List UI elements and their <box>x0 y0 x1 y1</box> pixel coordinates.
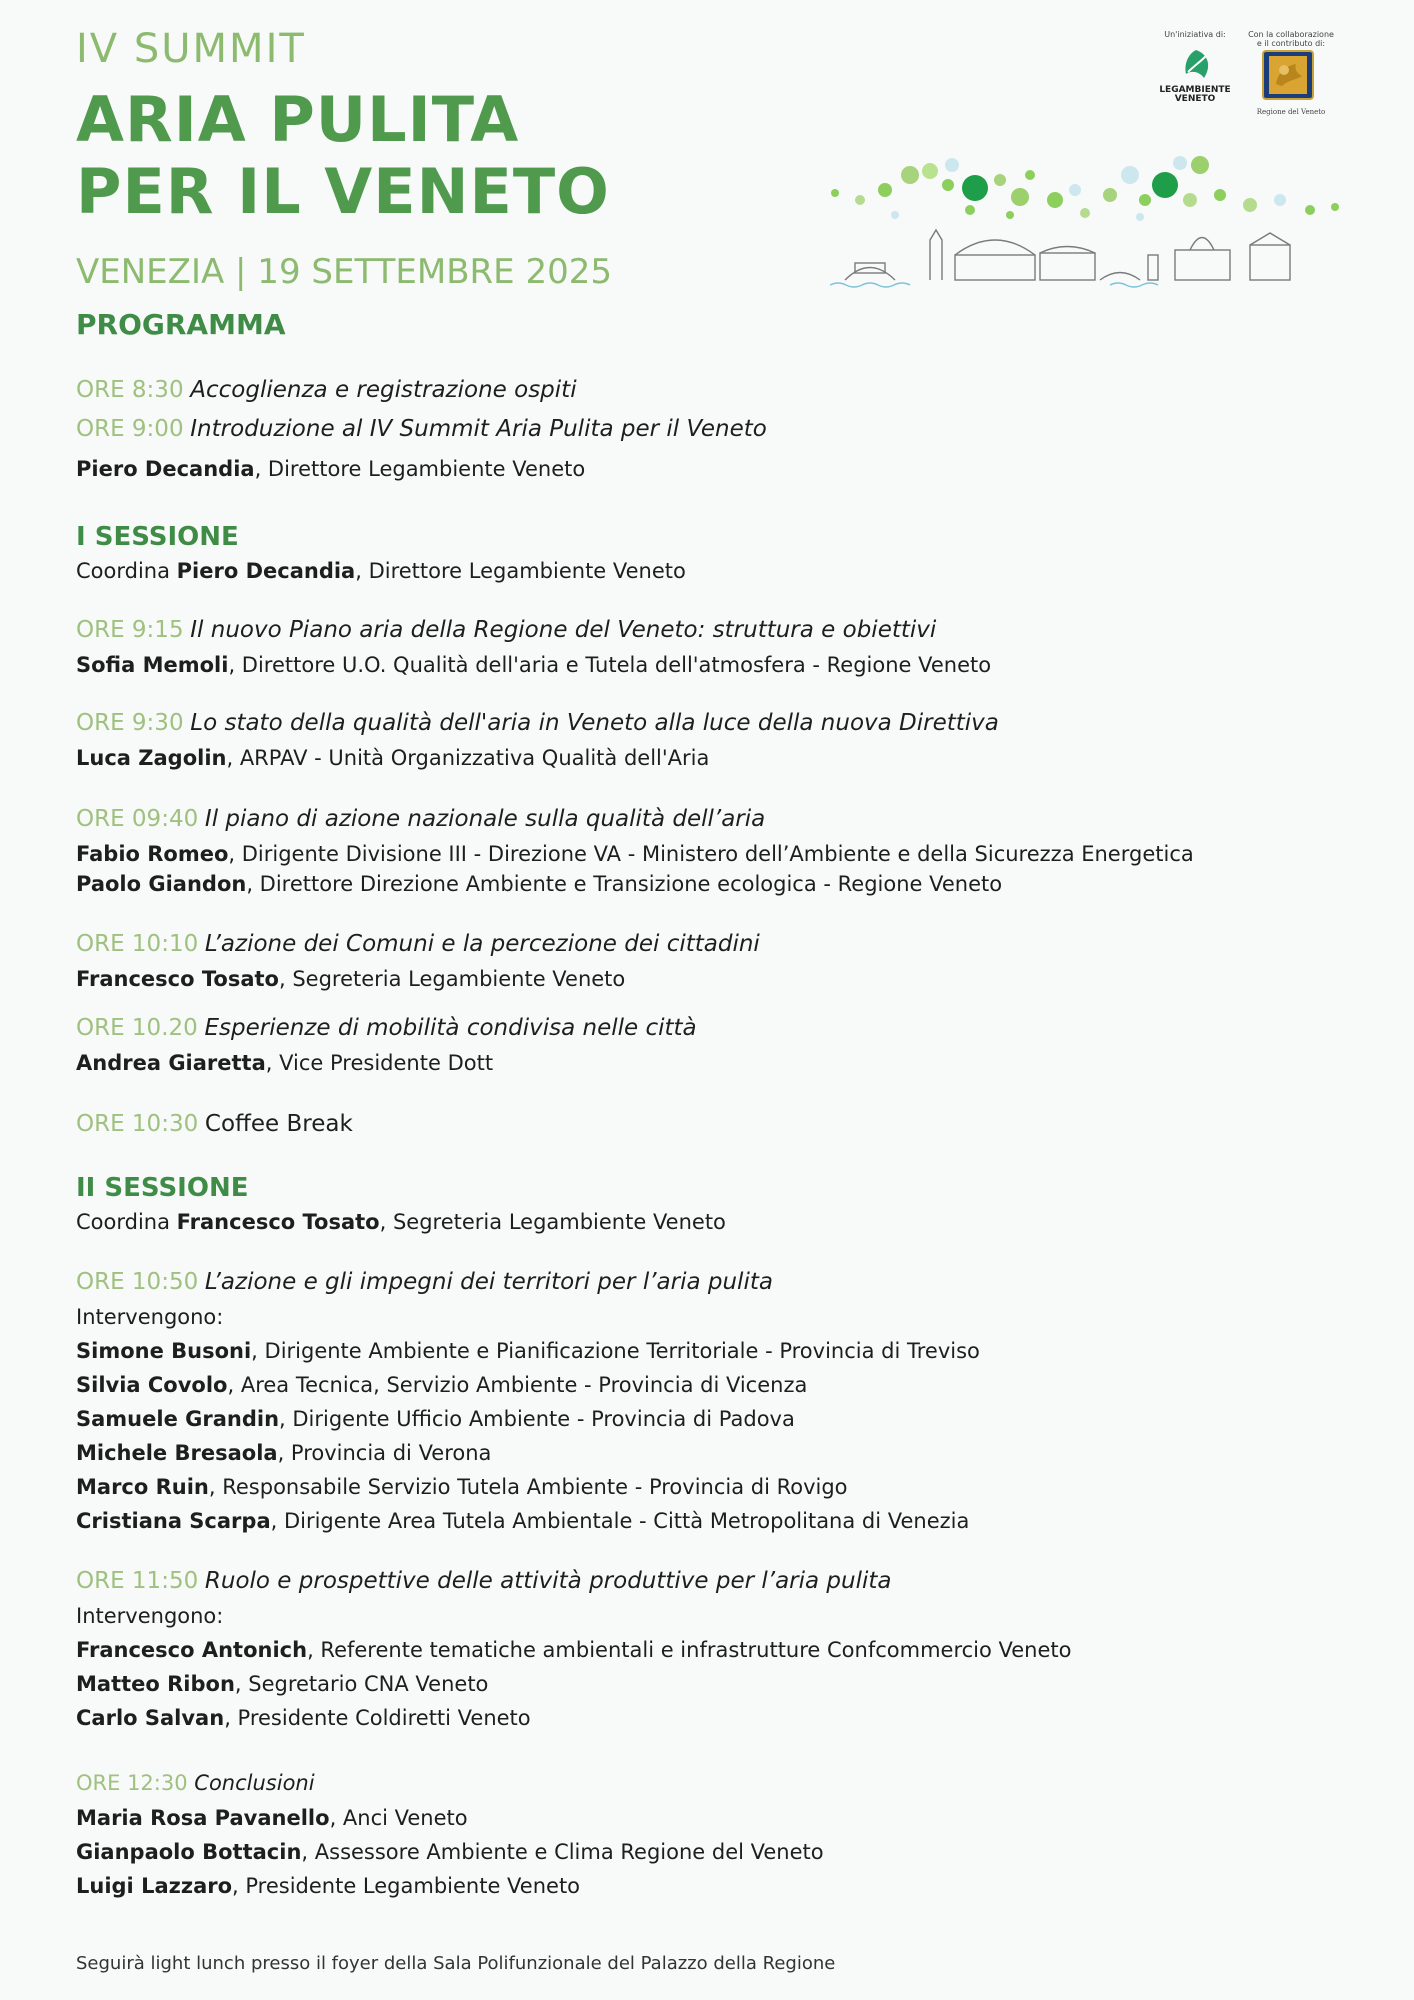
speaker-name: Samuele Grandin <box>76 1407 280 1431</box>
speaker-line <box>76 1338 980 1364</box>
agenda-time: ORE 10:10 <box>76 931 199 957</box>
agenda-title: Il nuovo Piano aria della Regione del Veneto: struttura e obiettivi <box>190 617 937 643</box>
speaker-name: Gianpaolo Bottacin <box>76 1840 302 1864</box>
speaker-name: Paolo Giandon <box>76 872 247 896</box>
speaker-role: , Presidente Legambiente Veneto <box>232 1874 581 1898</box>
speaker-line <box>76 652 991 678</box>
event-title-line2: PER IL VENETO <box>76 155 610 228</box>
legambiente-leaf-icon <box>1178 48 1214 82</box>
logo1-brand-line2: VENETO <box>1174 94 1216 104</box>
speaker-line <box>76 841 1194 867</box>
agenda-title: Introduzione al IV Summit Aria Pulita per il Veneto <box>190 416 767 442</box>
speaker-name: Matteo Ribon <box>76 1672 235 1696</box>
agenda-item <box>76 1015 697 1041</box>
speaker-line <box>76 456 585 482</box>
speaker-role: , Vice Presidente Dott <box>265 1051 494 1075</box>
speaker-name: Michele Bresaola <box>76 1441 278 1465</box>
agenda-item <box>76 617 936 643</box>
session-1-heading: I SESSIONE <box>76 522 239 552</box>
agenda-title: Lo stato della qualità dell'aria in Veneto alla luce della nuova Direttiva <box>190 710 999 736</box>
agenda-time: ORE 8:30 <box>76 377 184 403</box>
speaker-line <box>76 1372 807 1398</box>
agenda-title: L’azione e gli impegni dei territori per l’aria pulita <box>204 1269 773 1295</box>
coord-role: , Segreteria Legambiente Veneto <box>379 1210 726 1234</box>
agenda-title: Il piano di azione nazionale sulla qualità dell’aria <box>204 806 766 832</box>
speaker-line <box>76 966 625 992</box>
coord-role: , Direttore Legambiente Veneto <box>355 559 686 583</box>
agenda-time: ORE 9:00 <box>76 416 184 442</box>
speaker-name: Carlo Salvan <box>76 1706 225 1730</box>
speaker-name: Francesco Tosato <box>76 967 279 991</box>
agenda-item <box>76 1269 773 1295</box>
coord-name: Piero Decandia <box>176 559 356 583</box>
speaker-role: , Presidente Coldiretti Veneto <box>224 1706 531 1730</box>
speaker-line <box>76 1637 1072 1663</box>
speaker-name: Silvia Covolo <box>76 1373 228 1397</box>
speaker-line <box>76 1839 824 1865</box>
speaker-role: , Direttore Legambiente Veneto <box>254 457 586 481</box>
agenda-time: ORE 10:50 <box>76 1269 199 1295</box>
speaker-role: , Provincia di Verona <box>277 1441 492 1465</box>
logo2-brand: Regione del Veneto <box>1256 108 1326 116</box>
agenda-item <box>76 1770 315 1796</box>
agenda-title: L’azione dei Comuni e la percezione dei cittadini <box>204 931 760 957</box>
air-bubbles <box>831 156 1339 221</box>
logo1-brand-line1: LEGAMBIENTE <box>1159 85 1231 95</box>
speaker-name: Luca Zagolin <box>76 746 227 770</box>
speaker-role: , Direttore Direzione Ambiente e Transizione ecologica - Regione Veneto <box>246 872 1003 896</box>
speaker-name: Simone Busoni <box>76 1339 252 1363</box>
event-kicker: IV SUMMIT <box>76 26 306 72</box>
speaker-name: Luigi Lazzaro <box>76 1874 233 1898</box>
skyline-buildings <box>845 230 1290 280</box>
water-line <box>830 283 1158 287</box>
logo1-caption: Un'iniziativa di: <box>1164 30 1226 39</box>
speaker-line <box>76 1406 795 1432</box>
speaker-role: , Segreteria Legambiente Veneto <box>278 967 626 991</box>
speaker-role: , Referente tematiche ambientali e infrastrutture Confcommercio Veneto <box>307 1638 1072 1662</box>
intervengono-label: Intervengono: <box>76 1604 224 1628</box>
agenda-item <box>76 1568 892 1594</box>
agenda-time: ORE 11:50 <box>76 1568 199 1594</box>
speaker-role: , Dirigente Area Tutela Ambientale - Città Metropolitana di Venezia <box>270 1509 970 1533</box>
speaker-role: , Segretario CNA Veneto <box>234 1672 489 1696</box>
speaker-role: , Dirigente Ambiente e Pianificazione Territoriale - Provincia di Treviso <box>251 1339 980 1363</box>
footer-note: Seguirà light lunch presso il foyer della Sala Polifunzionale del Palazzo della Regione <box>76 1953 836 1974</box>
agenda-time: ORE 10.20 <box>76 1015 198 1041</box>
speaker-line <box>76 1671 488 1697</box>
agenda-time: ORE 9:15 <box>76 617 184 643</box>
speaker-line <box>76 871 1002 897</box>
event-title-line1: ARIA PULITA <box>76 83 520 156</box>
speaker-line <box>76 1508 969 1534</box>
coord-prefix: Coordina <box>76 559 177 583</box>
agenda-item <box>76 931 760 957</box>
speaker-line <box>76 1050 493 1076</box>
speaker-name: Maria Rosa Pavanello <box>76 1806 330 1830</box>
speaker-name: Cristiana Scarpa <box>76 1509 271 1533</box>
agenda-item <box>76 806 765 832</box>
intervengono-label: Intervengono: <box>76 1305 224 1329</box>
speaker-role: , Direttore U.O. Qualità dell'aria e Tutela dell'atmosfera - Regione Veneto <box>228 653 992 677</box>
speaker-name: Sofia Memoli <box>76 653 229 677</box>
programma-heading: PROGRAMMA <box>76 308 286 341</box>
regione-veneto-crest-icon <box>1262 50 1314 100</box>
coord-name: Francesco Tosato <box>176 1210 380 1234</box>
agenda-title: Accoglienza e registrazione ospiti <box>190 377 577 403</box>
speaker-name: Andrea Giaretta <box>76 1051 266 1075</box>
agenda-time: ORE 09:40 <box>76 806 199 832</box>
speaker-line <box>76 1474 848 1500</box>
coffee-break <box>76 1111 353 1137</box>
speaker-name: Francesco Antonich <box>76 1638 308 1662</box>
venice-skyline-illustration <box>830 145 1340 295</box>
speaker-line <box>76 1805 468 1831</box>
session-2-heading: II SESSIONE <box>76 1173 249 1203</box>
break-label: Coffee Break <box>204 1111 353 1137</box>
agenda-title: Esperienze di mobilità condivisa nelle città <box>204 1015 697 1041</box>
speaker-role: , Responsabile Servizio Tutela Ambiente - Provincia di Rovigo <box>208 1475 848 1499</box>
logo2-caption-line2: e il contributo di: <box>1256 39 1326 48</box>
logo2-caption <box>1242 30 1340 48</box>
speaker-name: Piero Decandia <box>76 457 255 481</box>
speaker-line <box>76 745 709 771</box>
speaker-line <box>76 1440 491 1466</box>
speaker-line <box>76 1705 531 1731</box>
sponsor-logos <box>1150 30 1340 122</box>
speaker-role: , Anci Veneto <box>329 1806 468 1830</box>
agenda-item <box>76 377 577 403</box>
event-date: VENEZIA | 19 SETTEMBRE 2025 <box>76 252 612 292</box>
speaker-role: , Assessore Ambiente e Clima Regione del Veneto <box>301 1840 824 1864</box>
agenda-title: Ruolo e prospettive delle attività produttive per l’aria pulita <box>204 1568 892 1594</box>
speaker-name: Fabio Romeo <box>76 842 229 866</box>
speaker-role: , Dirigente Ufficio Ambiente - Provincia di Padova <box>279 1407 795 1431</box>
session-1-coordinator <box>76 558 686 584</box>
event-title <box>76 84 610 228</box>
session-2-coordinator <box>76 1209 726 1235</box>
agenda-time: ORE 12:30 <box>76 1771 188 1795</box>
speaker-line <box>76 1873 580 1899</box>
speaker-role: , Area Tecnica, Servizio Ambiente - Provincia di Vicenza <box>227 1373 808 1397</box>
agenda-item <box>76 710 999 736</box>
agenda-item <box>76 416 767 442</box>
agenda-time: ORE 10:30 <box>76 1111 199 1137</box>
logo1-brand <box>1150 86 1240 104</box>
agenda-time: ORE 9:30 <box>76 710 184 736</box>
speaker-name: Marco Ruin <box>76 1475 209 1499</box>
speaker-role: , ARPAV - Unità Organizzativa Qualità dell'Aria <box>226 746 710 770</box>
logo2-caption-line1: Con la collaborazione <box>1248 30 1334 39</box>
agenda-title: Conclusioni <box>194 1771 315 1795</box>
coord-prefix: Coordina <box>76 1210 177 1234</box>
speaker-role: , Dirigente Divisione III - Direzione VA - Ministero dell’Ambiente e della Sicurezza Energetica <box>228 842 1194 866</box>
